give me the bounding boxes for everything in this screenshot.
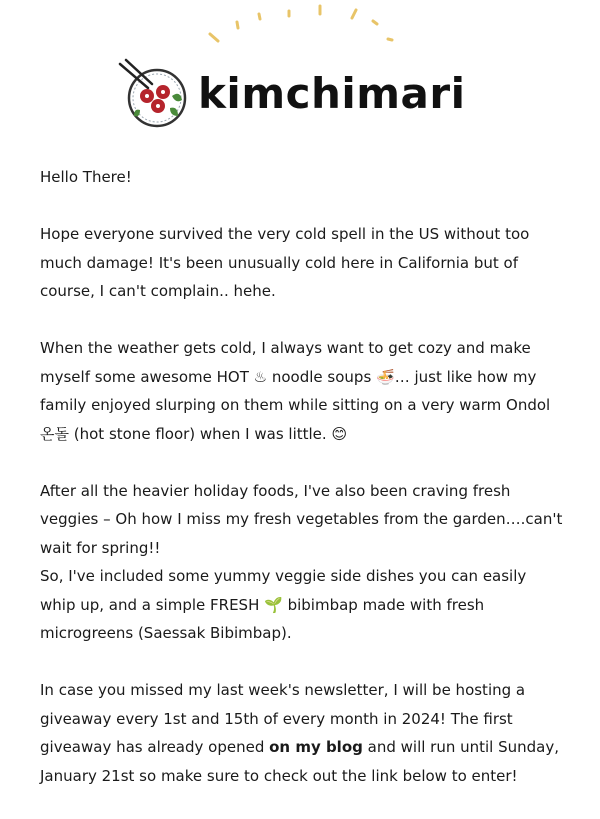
paragraph-noodle-soups — [40, 334, 565, 448]
p4-text-b: bibimbap made with fresh microgreens (Saessak Bibimbap). — [40, 595, 485, 642]
seedling-icon: 🌱 — [264, 595, 283, 614]
newsletter-body — [40, 163, 565, 819]
paragraph-giveaway — [40, 676, 565, 790]
noodle-bowl-icon: 🍜 — [376, 367, 395, 386]
brand-wordmark: kimchimari — [198, 69, 466, 118]
greeting: Hello There! — [40, 168, 132, 186]
ray — [373, 21, 377, 24]
ray — [352, 10, 356, 18]
ray — [237, 22, 238, 28]
paragraph-cold-spell: Hope everyone survived the very cold spell in the US without too much damage! It's been unusually cold here in California but of course, I can't complain.. hehe. — [40, 225, 530, 300]
smiling-face-icon: 😊 — [331, 424, 348, 443]
korean-ondol-text: 온돌 — [40, 424, 69, 443]
p2-text-a: When the weather gets cold, I always want to get cozy and make myself some awesome HOT — [40, 339, 531, 386]
hot-springs-icon: ♨ — [253, 367, 268, 386]
p2-text-b: noodle soups — [267, 367, 377, 386]
ray — [210, 34, 218, 41]
p5-text-a: In case you missed my last week's newsletter, I will be hosting a giveaway every 1st and 15th of every month in 2024! The first giveaway has already opened — [40, 681, 526, 756]
sun-rays-icon — [210, 6, 392, 41]
paragraph-side-dishes — [40, 562, 565, 648]
blog-link[interactable]: on my blog — [269, 738, 363, 756]
p2-text-d: (hot stone floor) when I was little. — [68, 424, 332, 443]
newsletter-header — [0, 0, 600, 150]
p5-text-b: and will run until Sunday, January 21st so make sure to check out the link below to enter! — [40, 738, 560, 785]
p4-text-a: So, I've included some yummy veggie side dishes you can easily whip up, and a simple FRESH — [40, 567, 527, 614]
ray — [259, 14, 260, 19]
p2-text-c: … just like how my family enjoyed slurping on them while sitting on a very warm Ondol — [40, 367, 551, 414]
paragraph-fresh-veggies: After all the heavier holiday foods, I've also been craving fresh veggies – Oh how I miss my fresh vegetables from the garden….can't wait for spring!! — [40, 481, 563, 557]
ray — [388, 39, 392, 40]
kimchi-bowl-icon — [120, 60, 185, 126]
